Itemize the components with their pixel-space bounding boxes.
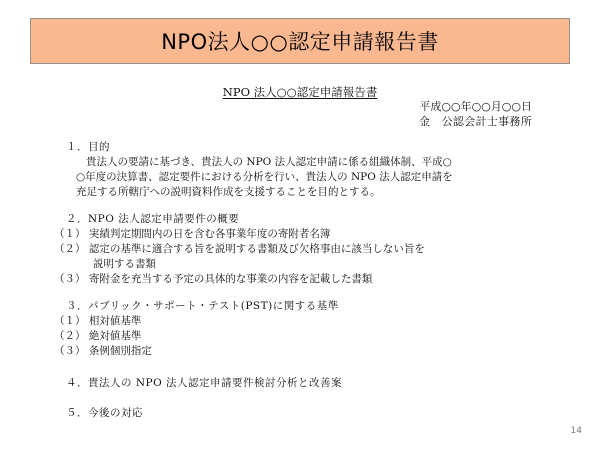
- section-text-line: 充足する所轄庁への説明資料作成を支援することを目的とする。: [76, 186, 381, 198]
- page-number: 14: [570, 426, 582, 436]
- section-heading-pst: ３．パブリック・サポート・テスト(PST)に関する基準: [66, 300, 339, 312]
- list-item-continuation: 説明する書類: [93, 258, 156, 270]
- document-title: NPO 法人○○認定申請報告書: [222, 85, 378, 99]
- document-author: 金 公認会計士事務所: [419, 115, 532, 128]
- document-date: 平成○○年○○月○○日: [419, 100, 532, 113]
- list-item: （３） 条例個別指定: [54, 345, 152, 357]
- slide-title: NPO法人○○認定申請報告書: [161, 30, 439, 54]
- list-item: （１） 実績判定期間内の日を含む各事業年度の寄附者名簿: [54, 228, 331, 240]
- section-heading-requirements: ２．NPO 法人認定申請要件の概要: [66, 213, 240, 225]
- list-item: （１） 相対値基準: [54, 315, 142, 327]
- section-heading-purpose: １．目的: [66, 141, 110, 153]
- list-item: （２） 認定の基準に適合する旨を説明する書類及び欠格事由に該当しない旨を: [54, 243, 425, 255]
- section-heading-next-steps: ５．今後の対応: [66, 407, 143, 419]
- list-item: （３） 寄附金を充当する予定の具体的な事業の内容を記載した書類: [54, 273, 373, 285]
- section-text-line: 貴法人の要請に基づき、貴法人の NPO 法人認定申請に係る組織体制、平成○: [86, 156, 452, 168]
- section-heading-analysis: ４．貴法人の NPO 法人認定申請要件検討分析と改善案: [66, 377, 343, 389]
- list-item: （２） 絶対値基準: [54, 330, 142, 342]
- section-text-line: ○年度の決算書、認定要件における分析を行い、貴法人の NPO 法人認定申請を: [76, 171, 453, 183]
